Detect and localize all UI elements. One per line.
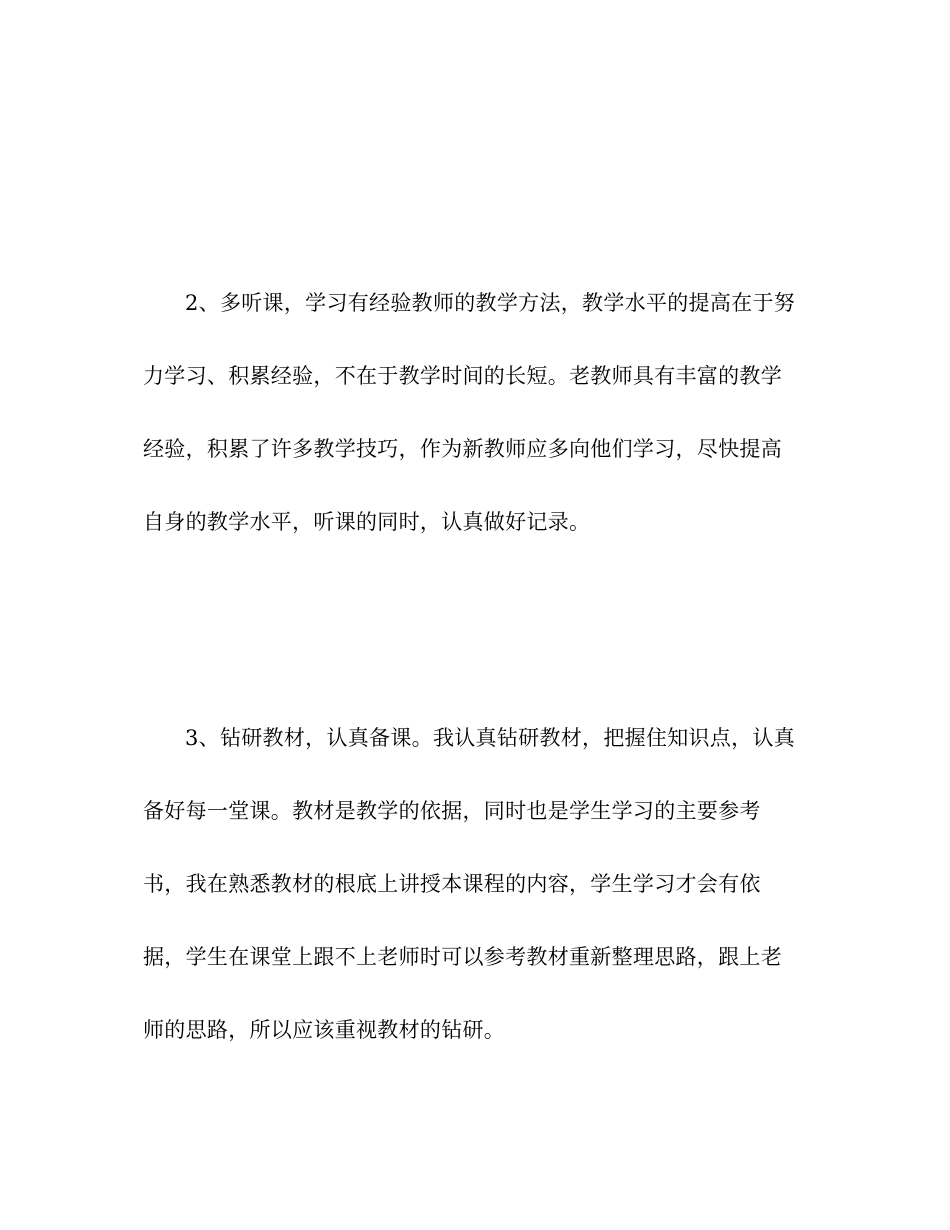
paragraph-line: 2、多听课，学习有经验教师的教学方法，教学水平的提高在于努 [185,291,796,315]
paragraph-line: 据，学生在课堂上跟不上老师时可以参考教材重新整理思路，跟上老 [143,945,782,969]
paragraph-line: 师的思路，所以应该重视教材的钻研。 [143,1018,506,1042]
paragraph-line: 3、钻研教材，认真备课。我认真钻研教材，把握住知识点，认真 [185,726,796,750]
paragraph-listening-to-lessons [143,287,811,579]
paragraph-line: 备好每一堂课。教材是教学的依据，同时也是学生学习的主要参考 [143,799,761,823]
paragraph-line: 力学习、积累经验，不在于教学时间的长短。老教师具有丰富的教学 [143,364,782,388]
paragraph-line: 经验，积累了许多教学技巧，作为新教师应多向他们学习，尽快提高 [143,437,782,461]
paragraph-studying-textbooks [143,722,811,1087]
paragraph-line: 自身的教学水平，听课的同时，认真做好记录。 [143,510,591,534]
paragraph-line: 书，我在熟悉教材的根底上讲授本课程的内容，学生学习才会有依 [143,872,761,896]
